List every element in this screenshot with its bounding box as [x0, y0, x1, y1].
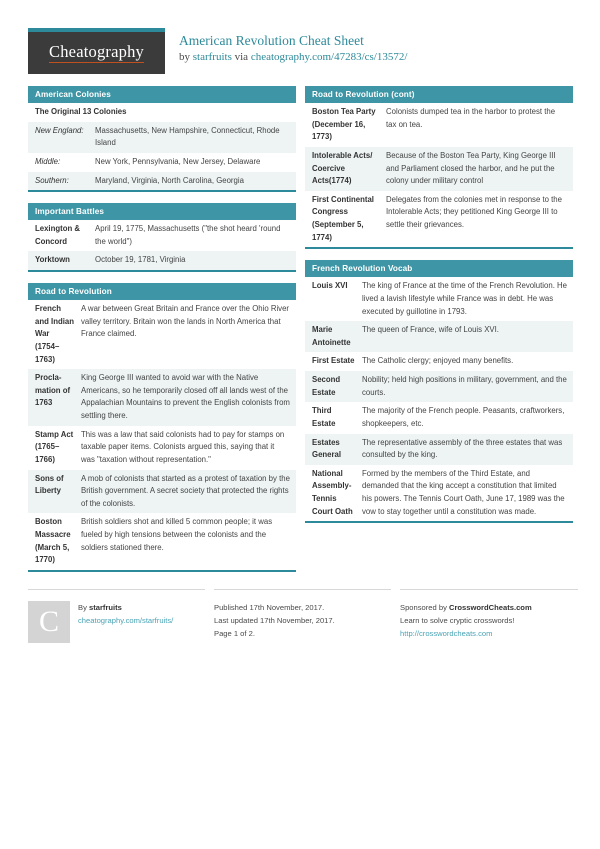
table-block-title: Road to Revolution (cont) [305, 86, 573, 103]
sponsor-tagline: Learn to solve cryptic crosswords! [400, 615, 515, 625]
table-cell-term: First Continental Congress (September 5, 1774) [312, 194, 374, 242]
table-cell-description: The representative assembly of the three estates that was consulted by the king. [362, 437, 563, 460]
table-cell-description: King George III wanted to avoid war with the Native Americans, so he temporarily closed off all lands west of the Appalachian Mountains to prevent the English colonists from settling there. [81, 373, 290, 420]
sponsor-prefix: Sponsored by [400, 602, 449, 612]
table-cell-description: April 19, 1775, Massachusetts ("the shot heard 'round the world") [95, 224, 281, 246]
table-block-title: French Revolution Vocab [305, 260, 573, 277]
cheatography-logo[interactable] [28, 28, 165, 74]
title-block [165, 28, 407, 64]
table-cell-description: Delegates from the colonies met in response to the Intolerable Acts; they petitioned King George III to settle their grievances. [386, 194, 562, 229]
updated-date: Last updated 17th November, 2017. [214, 615, 335, 625]
footer-publish-block [214, 589, 391, 643]
table-cell-term: Intolerable Acts/ Coercive Acts(1774) [312, 150, 373, 186]
table-cell-term: Sons of Liberty [35, 473, 64, 496]
table-cell-description: October 19, 1781, Virginia [95, 255, 186, 265]
left-column [28, 86, 296, 583]
table-row [28, 251, 296, 270]
table-row [305, 465, 573, 522]
sponsor-line [400, 601, 578, 614]
table-row [305, 371, 573, 402]
footer-author-name: starfruits [88, 602, 122, 612]
table-cell-term: Louis XVI [312, 281, 348, 291]
page-header [28, 28, 572, 74]
table-cell-description: The majority of the French people. Peasants, craftworkers, shopkeepers, etc. [362, 406, 565, 428]
byline-by: by [179, 50, 193, 63]
table-row [305, 352, 573, 371]
table-rows [28, 300, 296, 570]
sponsor-name: CrosswordCheats.com [448, 602, 532, 612]
table-cell-term: French and Indian War (1754–1763) [35, 304, 74, 364]
table-block [28, 203, 296, 272]
footer-sponsor-block [400, 589, 578, 643]
table-cell-description: Massachusetts, New Hampshire, Connecticut, Rhode Island [95, 125, 280, 148]
table-rows [28, 220, 296, 270]
table-cell-term: New England: [35, 125, 84, 135]
table-row [305, 147, 573, 191]
table-rows [305, 277, 573, 521]
page-number: Page 1 of 2. [214, 628, 255, 638]
table-cell-term: Third Estate [312, 406, 336, 428]
table-cell-term: Yorktown [35, 255, 70, 265]
table-cell-term: Boston Tea Party (December 16, 1773) [312, 107, 376, 142]
byline [179, 50, 407, 65]
table-cell-term: Lexington & Concord [35, 224, 81, 246]
content-columns [28, 86, 572, 583]
table-row [28, 103, 296, 122]
table-row-heading: The Original 13 Colonies [35, 107, 127, 116]
table-row [28, 220, 296, 251]
table-row [28, 153, 296, 172]
footer-author-url[interactable]: cheatography.com/starfruits/ [78, 615, 174, 625]
logo-text: Cheatography [49, 43, 144, 63]
table-row [305, 402, 573, 433]
page-footer [28, 589, 572, 643]
table-cell-description: The Catholic clergy; enjoyed many benefits. [362, 356, 514, 366]
table-row [305, 434, 573, 465]
author-link[interactable]: starfruits [192, 50, 232, 63]
table-cell-term: Second Estate [312, 375, 341, 397]
table-cell-description: A mob of colonists that started as a protest of taxation by the British government. A secret society that protected the rights of the colonists. [81, 473, 290, 508]
table-cell-description: The king of France at the time of the French Revolution. He lived a lavish lifestyle while France was in debt. He was executed by guillotine in 1793. [362, 281, 567, 316]
table-row [305, 103, 573, 147]
footer-author-block [28, 589, 205, 643]
table-cell-description: New York, Pennsylvania, New Jersey, Delaware [95, 156, 261, 166]
table-cell-description: Nobility; held high positions in military, government, and the courts. [362, 375, 567, 397]
table-block-title: Important Battles [28, 203, 296, 220]
table-cell-description: A war between Great Britain and France over the Ohio River valley territory. Britain won the lands in North America that France claimed. [81, 304, 290, 339]
table-cell-description: The queen of France, wife of Louis XVI. [362, 325, 499, 335]
table-row [28, 300, 296, 369]
table-cell-description: Maryland, Virginia, North Carolina, Georgia [95, 175, 244, 185]
table-row [28, 369, 296, 426]
right-column [305, 86, 573, 534]
table-row [28, 122, 296, 153]
table-cell-description: Because of the Boston Tea Party, King George III and Parliament closed the harbor, and he put the colony under military control [386, 150, 556, 186]
table-row [28, 513, 296, 570]
sponsor-url[interactable]: http://crosswordcheats.com [400, 628, 493, 638]
table-row [28, 426, 296, 470]
table-cell-description: British soldiers shot and killed 5 common people; it was fueled by high tensions between the colonists and the soldiers stationed there. [81, 517, 273, 552]
footer-by-line [78, 601, 173, 614]
published-date: Published 17th November, 2017. [214, 602, 325, 612]
table-row [305, 191, 573, 248]
table-cell-term: Southern: [35, 175, 69, 185]
table-cell-description: This was a law that said colonists had to pay for stamps on taxable paper items. Colonists argued this, saying that it was "taxation without representation." [81, 429, 285, 464]
table-rows [28, 103, 296, 190]
table-cell-term: First Estate [312, 356, 355, 366]
table-cell-term: Boston Massacre (March 5, 1770) [35, 517, 71, 565]
table-block-title: American Colonies [28, 86, 296, 103]
table-row [305, 321, 573, 352]
table-row [305, 277, 573, 321]
table-cell-term: Marie Antoinette [312, 325, 351, 347]
table-row [28, 470, 296, 514]
table-row [28, 172, 296, 191]
source-link[interactable]: cheatography.com/47283/cs/13572/ [250, 50, 408, 63]
table-block [305, 260, 573, 523]
byline-via: via [231, 50, 251, 63]
table-cell-description: Formed by the members of the Third Estate, and demanded that the king accept a constitution that limited his powers. The Tennis Court Oath, June 17, 1989 was the vow to stay together until a constitution was made. [362, 468, 565, 516]
table-cell-term: National Assembly-Tennis Court Oath [312, 468, 353, 516]
table-cell-term: Estates General [312, 437, 342, 460]
table-block [28, 86, 296, 192]
table-cell-description: Colonists dumped tea in the harbor to protest the tax on tea. [386, 107, 556, 129]
table-cell-term: Middle: [35, 156, 61, 166]
footer-by-label: By [78, 602, 89, 612]
table-block [28, 283, 296, 572]
avatar: C [28, 601, 70, 643]
table-block [305, 86, 573, 249]
page-title: American Revolution Cheat Sheet [179, 33, 364, 48]
table-block-title: Road to Revolution [28, 283, 296, 300]
table-rows [305, 103, 573, 247]
table-cell-term: Stamp Act (1765–1766) [35, 429, 74, 464]
table-cell-term: Proclamation of 1763 [35, 373, 71, 408]
